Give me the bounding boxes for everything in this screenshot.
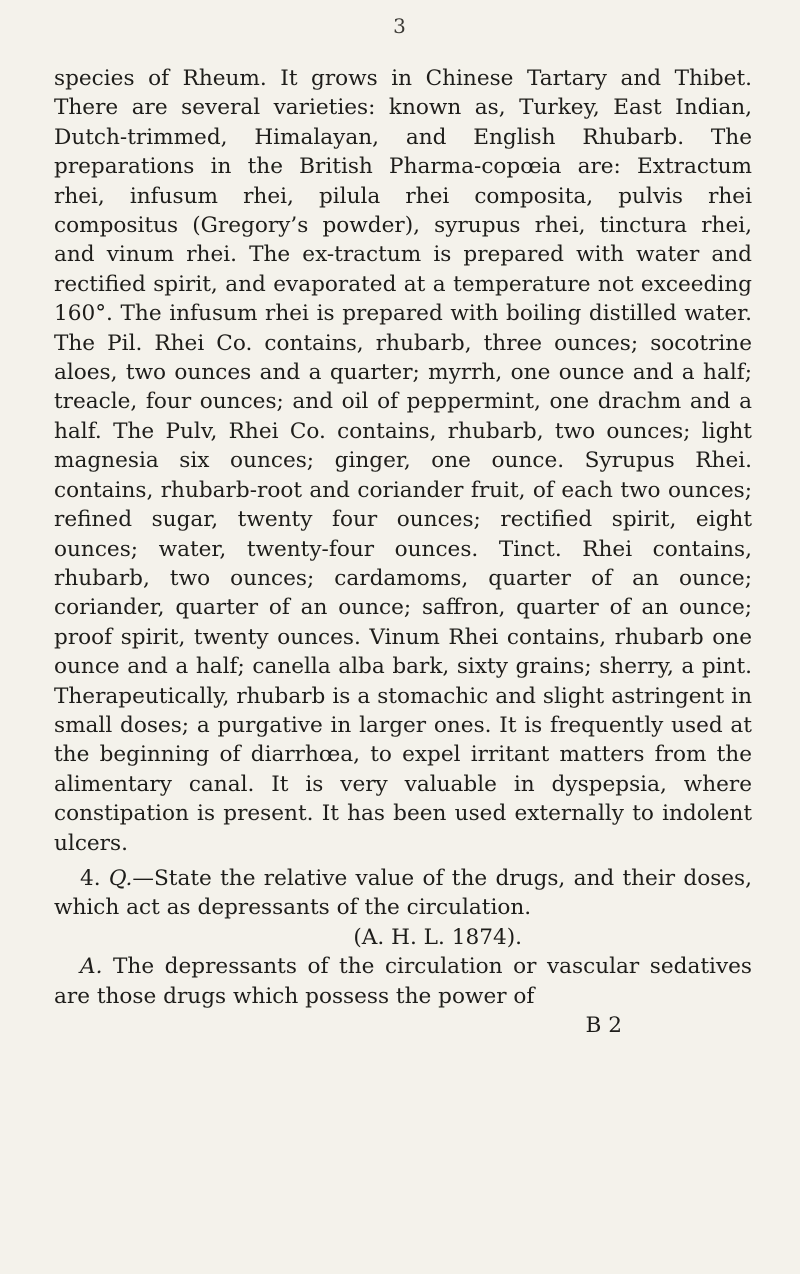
question-source: (A. H. L. 1874).: [353, 924, 522, 950]
answer-label: A.: [80, 954, 103, 980]
question-text: —State the relative value of the drugs, and their doses, which act as depressants of the circulation.: [54, 865, 752, 921]
signature-mark: B 2: [585, 1013, 622, 1038]
question-paragraph: [54, 864, 752, 923]
question-label: Q.: [108, 865, 133, 891]
page-number: 3: [393, 14, 407, 38]
answer-text: The depressants of the circulation or vascular sedatives are those drugs which possess the power of: [54, 954, 752, 1009]
page-text: [54, 64, 752, 1040]
question-number: 4.: [80, 865, 101, 891]
answer-paragraph: [54, 952, 752, 1011]
rhubarb-paragraph: species of Rheum. It grows in Chinese Tartary and Thibet. There are several varieties: known as, Turkey, East Indian, Dutch-trimmed, Himalayan, and English Rhubarb. The preparations in the British Pharma-copœia are: Extractum rhei, infusum rhei, pilula rhei composita, pulvis rhei compositus (Gregory’s powder), syrupus rhei, tinctura rhei, and vinum rhei. The ex-tractum is prepared with water and rectified spirit, and evaporated at a temperature not exceeding 160°. The infusum rhei is prepared with boiling distilled water. The Pil. Rhei Co. contains, rhubarb, three ounces; socotrine aloes, two ounces and a quarter; myrrh, one ounce and a half; treacle, four ounces; and oil of peppermint, one drachm and a half. The Pulv, Rhei Co. contains, rhubarb, two ounces; light magnesia six ounces; ginger, one ounce. Syrupus Rhei. contains, rhubarb-root and coriander fruit, of each two ounces; refined sugar, twenty four ounces; rectified spirit, eight ounces; water, twenty-four ounces. Tinct. Rhei contains, rhubarb, two ounces; cardamoms, quarter of an ounce; coriander, quarter of an ounce; saffron, quarter of an ounce; proof spirit, twenty ounces. Vinum Rhei contains, rhubarb one ounce and a half; canella alba bark, sixty grains; sherry, a pint. Therapeutically, rhubarb is a stomachic and slight astringent in small doses; a purgative in larger ones. It is frequently used at the beginning of diarrhœa, to expel irritant matters from the alimentary canal. It is very valuable in dyspepsia, where constipation is present. It has been used externally to indolent ulcers.: [54, 66, 752, 856]
